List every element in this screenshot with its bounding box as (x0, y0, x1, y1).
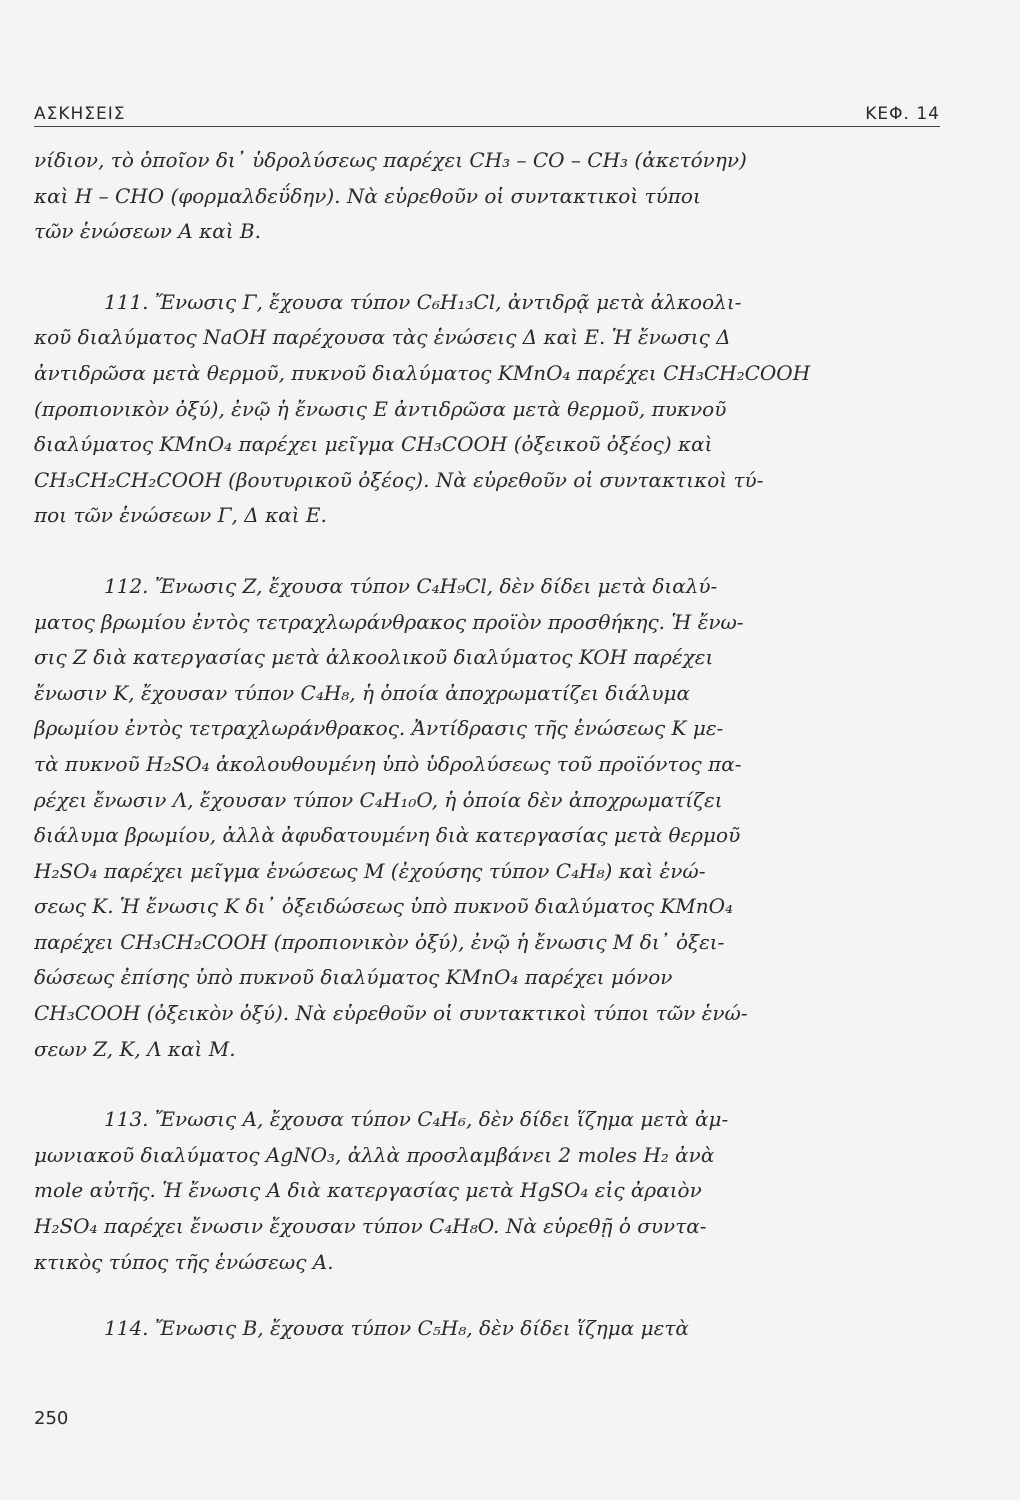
text-line: (προπιονικὸν ὀξύ), ἐνῷ ἡ ἔνωσις E ἀντιδρῶσα μετὰ θερμοῦ, πυκνοῦ (34, 396, 727, 421)
text-line: 111. Ἔνωσις Γ, ἔχουσα τύπον C₆H₁₃Cl, ἀντιδρᾷ μετὰ ἀλκοολι- (104, 289, 742, 314)
text-line: καὶ H – CHO (φορμαλδεΰδην). Νὰ εὑρεθοῦν οἱ συντακτικοὶ τύποι (34, 183, 701, 208)
text-line: ἀντιδρῶσα μετὰ θερμοῦ, πυκνοῦ διαλύματος KMnO₄ παρέχει CH₃CH₂COOH (34, 360, 811, 385)
text-line: διαλύματος KMnO₄ παρέχει μεῖγμα CH₃COOH (ὀξεικοῦ ὀξέος) καὶ (34, 432, 713, 457)
text-line: mole αὐτῆς. Ἡ ἔνωσις A διὰ κατεργασίας μετὰ HgSO₄ εἰς ἀραιὸν (34, 1178, 702, 1203)
text-line: ρέχει ἔνωσιν Λ, ἔχουσαν τύπον C₄H₁₀O, ἡ ὁποία δὲν ἀποχρωματίζει (34, 787, 723, 812)
text-line: διάλυμα βρωμίου, ἀλλὰ ἀφυδατουμένη διὰ κατεργασίας μετὰ θερμοῦ (34, 823, 741, 848)
exercise-111 (34, 285, 954, 534)
text-line: κοῦ διαλύματος NaOH παρέχουσα τὰς ἑνώσεις Δ καὶ E. Ἡ ἔνωσις Δ (34, 325, 731, 350)
header-section-title: ΑΣΚΗΣΕΙΣ (34, 104, 126, 124)
running-header (34, 100, 940, 127)
exercise-114 (34, 1311, 954, 1347)
paragraph-gap (34, 534, 954, 569)
paragraph-gap (34, 250, 954, 285)
exercise-112 (34, 569, 954, 1067)
text-line: νίδιον, τὸ ὁποῖον δι᾿ ὑδρολύσεως παρέχει CH₃ – CO – CH₃ (ἀκετόνην) (34, 148, 747, 172)
paragraph-continuation (34, 143, 954, 250)
text-line: παρέχει CH₃CH₂COOH (προπιονικὸν ὀξύ), ἐνῷ ἡ ἔνωσις M δι᾿ ὀξει- (34, 929, 725, 954)
text-line: CH₃CH₂CH₂COOH (βουτυρικοῦ ὀξέος). Νὰ εὑρεθοῦν οἱ συντακτικοὶ τύ- (34, 467, 764, 492)
text-line: τῶν ἑνώσεων A καὶ B. (34, 219, 261, 244)
text-line: σεως K. Ἡ ἔνωσις K δι᾿ ὀξειδώσεως ὑπὸ πυκνοῦ διαλύματος KMnO₄ (34, 894, 734, 919)
text-line: ποι τῶν ἑνώσεων Γ, Δ καὶ E. (34, 503, 327, 528)
text-line: σεων Z, K, Λ καὶ M. (34, 1036, 236, 1061)
text-line: βρωμίου ἐντὸς τετραχλωράνθρακος. Ἀντίδρασις τῆς ἑνώσεως K με- (34, 716, 724, 741)
text-line: σις Z διὰ κατεργασίας μετὰ ἀλκοολικοῦ διαλύματος KOH παρέχει (34, 645, 714, 670)
text-line: H₂SO₄ παρέχει ἔνωσιν ἔχουσαν τύπον C₄H₈O. Νὰ εὑρεθῇ ὁ συντα- (34, 1214, 707, 1239)
header-chapter: ΚΕΦ. 14 (865, 104, 940, 124)
text-line: CH₃COOH (ὀξεικὸν ὀξύ). Νὰ εὑρεθοῦν οἱ συντακτικοὶ τύποι τῶν ἑνώ- (34, 1001, 748, 1026)
exercise-113 (34, 1102, 954, 1280)
text-line: H₂SO₄ παρέχει μεῖγμα ἑνώσεως M (ἐχούσης τύπον C₄H₈) καὶ ἑνώ- (34, 858, 706, 883)
text-line: ἔνωσιν K, ἔχουσαν τύπον C₄H₈, ἡ ὁποία ἀποχρωματίζει διάλυμα (34, 680, 691, 705)
text-line: τὰ πυκνοῦ H₂SO₄ ἀκολουθουμένη ὑπὸ ὑδρολύσεως τοῦ προϊόντος πα- (34, 751, 742, 776)
text-line: κτικὸς τύπος τῆς ἑνώσεως A. (34, 1249, 334, 1274)
text-line: δώσεως ἐπίσης ὑπὸ πυκνοῦ διαλύματος KMnO₄ παρέχει μόνον (34, 965, 673, 990)
text-line: 112. Ἔνωσις Z, ἔχουσα τύπον C₄H₉Cl, δὲν δίδει μετὰ διαλύ- (104, 573, 718, 598)
page-content (34, 143, 954, 1347)
text-line: 114. Ἔνωσις B, ἔχουσα τύπον C₅H₈, δὲν δίδει ἵζημα μετὰ (104, 1316, 689, 1341)
page-number: 250 (34, 1408, 69, 1429)
paragraph-gap (34, 1067, 954, 1102)
text-line: μωνιακοῦ διαλύματος AgNO₃, ἀλλὰ προσλαμβάνει 2 moles H₂ ἀνὰ (34, 1142, 715, 1167)
text-line: ματος βρωμίου ἐντὸς τετραχλωράνθρακος προϊὸν προσθήκης. Ἡ ἔνω- (34, 609, 744, 634)
paragraph-gap (34, 1280, 954, 1311)
text-line: 113. Ἔνωσις A, ἔχουσα τύπον C₄H₆, δὲν δίδει ἵζημα μετὰ ἀμ- (104, 1107, 729, 1132)
